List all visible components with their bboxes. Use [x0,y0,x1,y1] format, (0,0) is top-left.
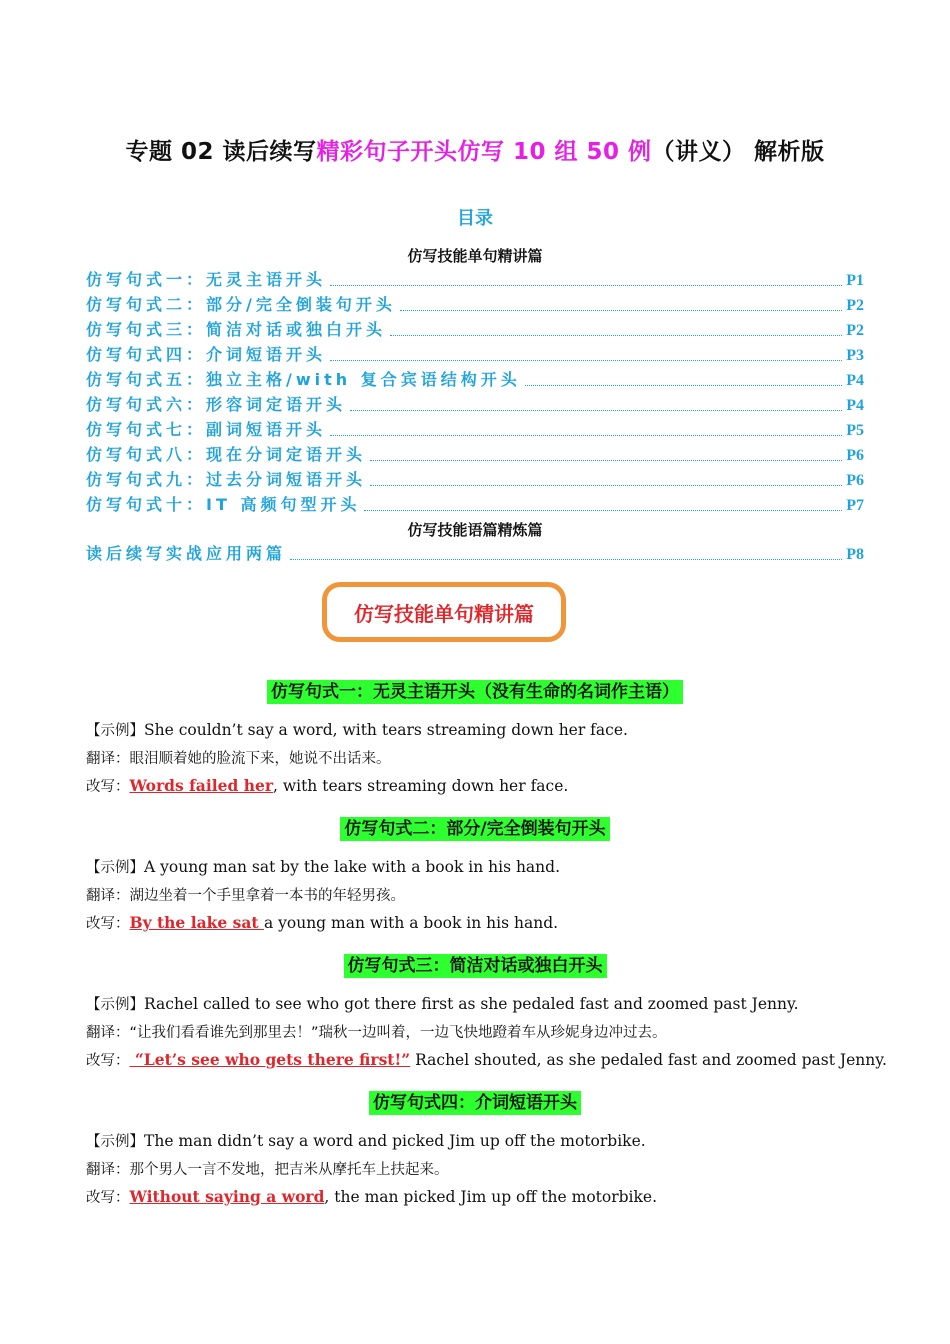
toc-leader [525,385,842,386]
toc-item[interactable] [86,393,864,415]
toc-item-label[interactable]: 仿写句式一：无灵主语开头 [86,270,327,289]
toc-item-page[interactable]: P8 [846,546,864,563]
toc-item[interactable] [86,418,864,440]
toc-section2-title: 仿写技能语篇精炼篇 [407,521,543,539]
toc-item[interactable] [86,542,864,564]
toc-leader [370,460,842,461]
rewrite-prefix: 改写： [86,779,130,795]
toc-leader [400,310,842,311]
section-banner [322,582,566,642]
rewrite-highlight: By the lake sat [129,913,264,932]
toc-leader [364,510,842,511]
rewrite-line [86,775,568,796]
rewrite-highlight: Without saying a word [129,1187,325,1206]
toc-item-label[interactable]: 仿写句式六：形容词定语开头 [86,395,347,414]
example-text: She couldn’t say a word, with tears streaming down her face. [144,721,628,739]
toc-leader [330,435,842,436]
toc-item-page[interactable]: P4 [846,397,864,414]
rewrite-prefix: 改写： [86,1190,130,1206]
section-heading-label: 仿写句式二：部分/完全倒装句开头 [340,817,609,841]
example-line [86,1130,646,1151]
toc-item-label[interactable]: 仿写句式三：简洁对话或独白开头 [86,320,387,339]
translation-text: 眼泪顺着她的脸流下来，她说不出话来。 [129,751,391,767]
toc-item-label[interactable]: 仿写句式八：现在分词定语开头 [86,445,367,464]
section-heading [0,1088,950,1113]
example-text: Rachel called to see who got there first as she pedaled fast and zoomed past Jenny. [144,995,799,1013]
toc-item-page[interactable]: P6 [846,447,864,464]
example-line [86,719,628,740]
banner-label: 仿写技能单句精讲篇 [354,601,534,626]
toc-heading: 目录 [457,208,493,229]
section-heading [0,951,950,976]
rewrite-rest: Rachel shouted, as she pedaled fast and zoomed past Jenny. [410,1051,887,1069]
toc-leader [390,335,842,336]
example-prefix: 【示例】 [86,997,144,1013]
toc-item-label[interactable]: 仿写句式十：IT 高频句型开头 [86,495,361,514]
toc-item[interactable] [86,493,864,515]
toc-item-page[interactable]: P5 [846,422,864,439]
toc-item-label[interactable]: 读后续写实战应用两篇 [86,544,287,563]
rewrite-rest: , with tears streaming down her face. [273,777,569,795]
rewrite-rest: , the man picked Jim up off the motorbike. [324,1188,657,1206]
translation-prefix: 翻译： [86,888,130,904]
translation-line [86,884,405,905]
example-line [86,993,799,1014]
example-prefix: 【示例】 [86,1134,144,1150]
rewrite-highlight: “Let’s see who gets there first!” [129,1050,411,1069]
title-part1: 专题 02 读后续写 [125,139,317,165]
rewrite-line [86,1049,887,1070]
rewrite-prefix: 改写： [86,1053,130,1069]
section-heading [0,677,950,702]
translation-prefix: 翻译： [86,1025,130,1041]
toc-item-label[interactable]: 仿写句式四：介词短语开头 [86,345,327,364]
section-heading [0,814,950,839]
document-title [0,133,950,166]
translation-prefix: 翻译： [86,751,130,767]
toc-leader [290,559,842,560]
translation-prefix: 翻译： [86,1162,130,1178]
toc-leader [330,360,842,361]
example-line [86,856,560,877]
section-heading-label: 仿写句式三：简洁对话或独白开头 [344,954,607,978]
toc-item-page[interactable]: P3 [846,347,864,364]
translation-text: “让我们看看谁先到那里去！”瑞秋一边叫着，一边飞快地蹬着车从珍妮身边冲过去。 [129,1025,667,1041]
section-heading-label: 仿写句式一：无灵主语开头（没有生命的名词作主语） [267,680,683,704]
toc-item[interactable] [86,368,864,390]
translation-text: 湖边坐着一个手里拿着一本书的年轻男孩。 [129,888,405,904]
toc-item[interactable] [86,343,864,365]
toc-item-page[interactable]: P4 [846,372,864,389]
translation-text: 那个男人一言不发地，把吉米从摩托车上扶起来。 [129,1162,449,1178]
toc-item-label[interactable]: 仿写句式二：部分/完全倒装句开头 [86,295,396,314]
toc-item-page[interactable]: P2 [846,322,864,339]
title-part2: 精彩句子开头仿写 10 组 50 例 [316,139,652,165]
toc-item[interactable] [86,268,864,290]
toc-item-label[interactable]: 仿写句式九：过去分词短语开头 [86,470,367,489]
title-part3: （讲义） 解析版 [651,139,825,165]
translation-line [86,1021,667,1042]
toc-section1-title: 仿写技能单句精讲篇 [407,247,543,265]
toc-item[interactable] [86,293,864,315]
section-heading-label: 仿写句式四：介词短语开头 [369,1091,581,1115]
example-prefix: 【示例】 [86,723,144,739]
toc-item-label[interactable]: 仿写句式七：副词短语开头 [86,420,327,439]
rewrite-line [86,912,558,933]
example-prefix: 【示例】 [86,860,144,876]
rewrite-line [86,1186,657,1207]
toc-item-label[interactable]: 仿写句式五：独立主格/with 复合宾语结构开头 [86,370,521,389]
toc-item[interactable] [86,468,864,490]
toc-item-page[interactable]: P2 [846,297,864,314]
rewrite-rest: a young man with a book in his hand. [263,914,559,932]
toc-leader [330,285,842,286]
toc-item-page[interactable]: P7 [846,497,864,514]
example-text: A young man sat by the lake with a book in his hand. [144,858,561,876]
toc-item[interactable] [86,318,864,340]
rewrite-highlight: Words failed her [129,776,273,795]
toc-leader [350,410,842,411]
rewrite-prefix: 改写： [86,916,130,932]
example-text: The man didn’t say a word and picked Jim up off the motorbike. [144,1132,646,1150]
toc-item-page[interactable]: P6 [846,472,864,489]
translation-line [86,747,391,768]
translation-line [86,1158,449,1179]
toc-leader [370,485,842,486]
toc-item-page[interactable]: P1 [846,272,864,289]
toc-item[interactable] [86,443,864,465]
